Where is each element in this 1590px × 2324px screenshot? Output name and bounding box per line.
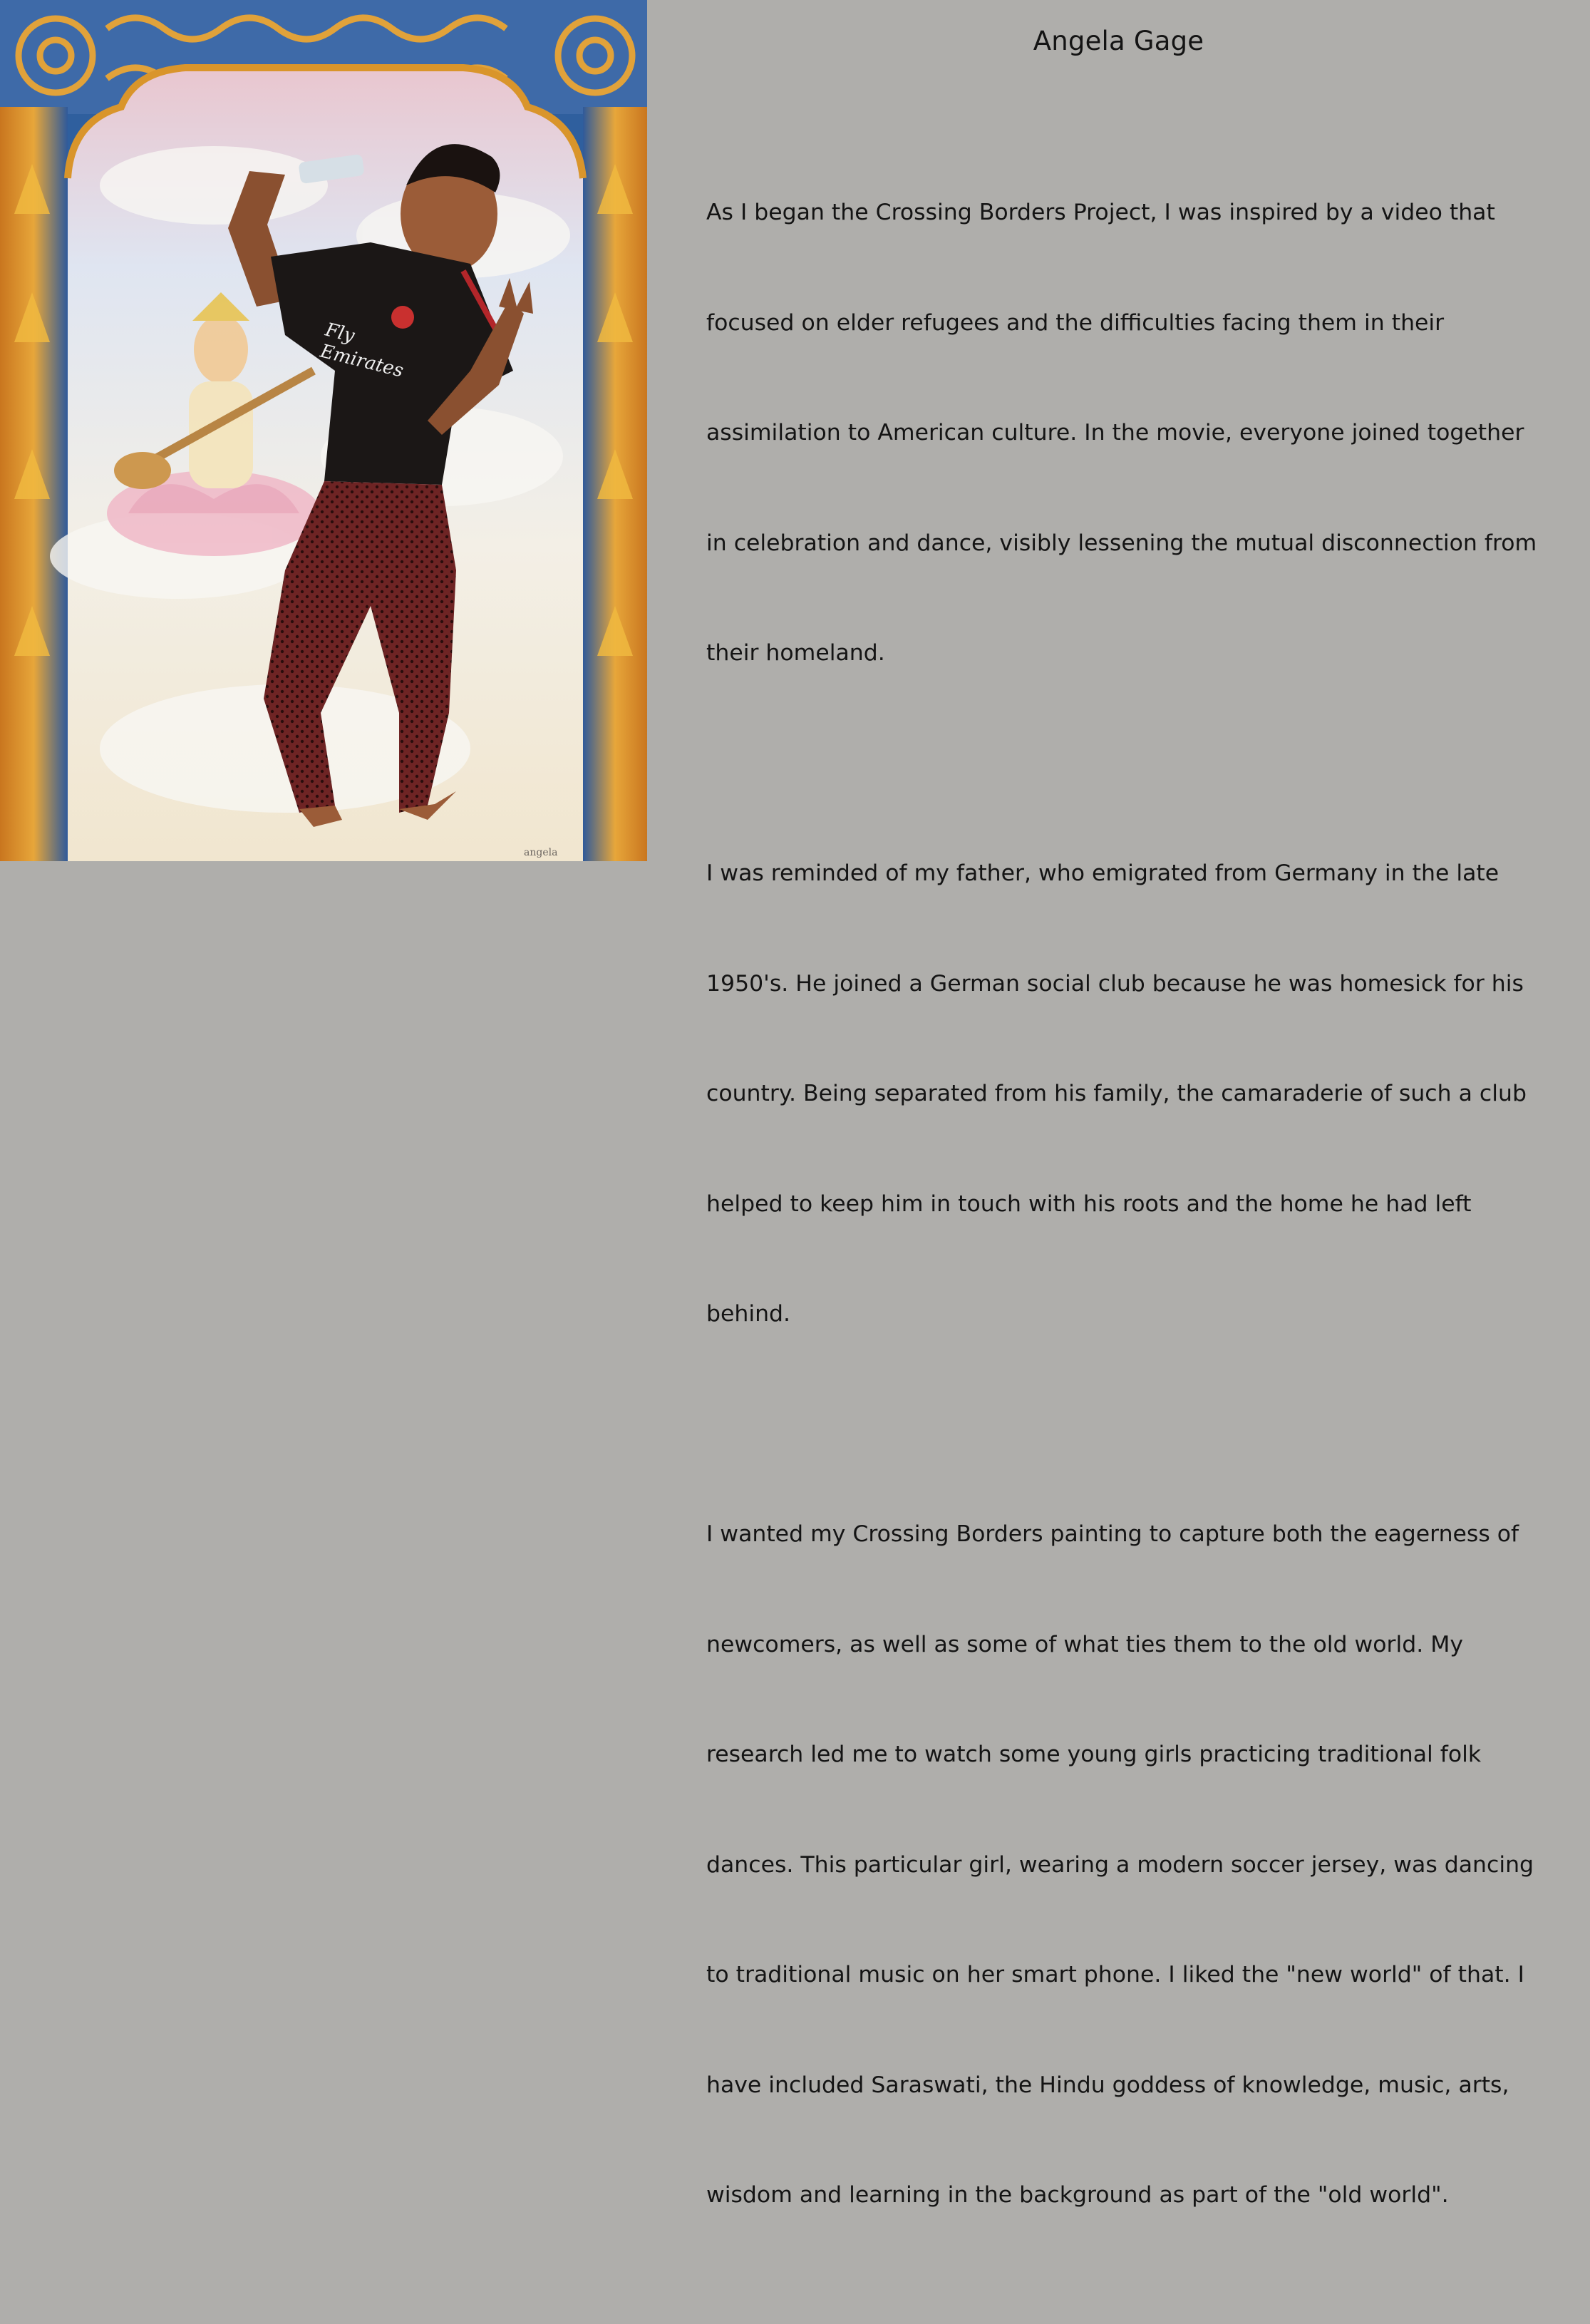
statement-line: focused on elder refugees and the difficulties facing them in their [706,309,1445,336]
statement-paragraph-3 [706,1443,1584,2288]
statement-line: I was reminded of my father, who emigrated from Germany in the late [706,860,1499,886]
statement-line: their homeland. [706,640,885,666]
statement-panel [647,0,1590,2208]
statement-paragraph-2 [706,782,1584,1407]
artist-signature: angela [524,847,558,858]
jersey-text-emirates: Emirates [318,340,406,382]
artist-statement [706,121,1584,2324]
statement-line: have included Saraswati, the Hindu goddess of knowledge, music, arts, [706,2072,1509,2098]
statement-line: assimilation to American culture. In the movie, everyone joined together [706,420,1524,446]
jersey-text-fly: Fly [323,319,357,347]
statement-line: research led me to watch some young girls practicing traditional folk [706,1742,1482,1767]
statement-line: wisdom and learning in the background as part of the "old world". [706,2182,1449,2208]
statement-line: dances. This particular girl, wearing a modern soccer jersey, was dancing [706,1851,1534,1878]
statement-line: helped to keep him in touch with his roots and the home he had left [706,1191,1472,1217]
statement-line: to traditional music on her smart phone. I liked the "new world" of that. I [706,1962,1524,1988]
statement-paragraph-1 [706,121,1584,746]
statement-line: behind. [706,1301,791,1327]
statement-line: As I began the Crossing Borders Project, I was inspired by a video that [706,200,1495,225]
statement-line: in celebration and dance, visibly lessening the mutual disconnection from [706,530,1537,556]
painting-image [0,0,647,861]
artist-name: Angela Gage [1033,26,1204,56]
painting-canvas [0,0,647,861]
statement-line: country. Being separated from his family, the camaraderie of such a club [706,1081,1527,1106]
statement-line: 1950's. He joined a German social club because he was homesick for his [706,970,1524,997]
statement-line: newcomers, as well as some of what ties them to the old world. My [706,1631,1464,1657]
statement-line: I wanted my Crossing Borders painting to capture both the eagerness of [706,1521,1519,1547]
